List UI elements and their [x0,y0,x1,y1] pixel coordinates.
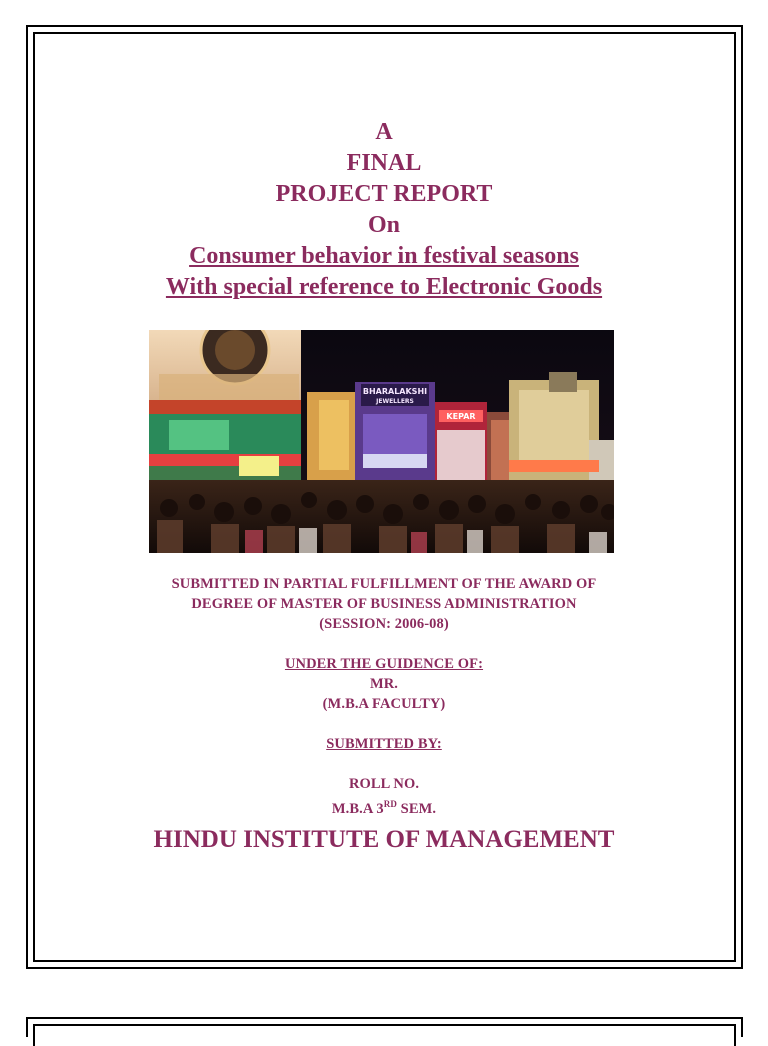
institute-name: HINDU INSTITUTE OF MANAGEMENT [153,826,615,853]
sign-bharalakshi: BHARALAKSHI [362,387,428,396]
sign-jewellers: JEWELLERS [376,398,414,405]
semester-superscript: RD [383,799,397,809]
submission-line-2: DEGREE OF MASTER OF BUSINESS ADMINISTRATION [191,596,577,612]
festival-crowd-photo [149,330,614,553]
semester-suffix: SEM. [396,800,437,817]
title-article: A [375,119,393,145]
submission-line-1: SUBMITTED IN PARTIAL FULFILLMENT OF THE AWARD OF [171,576,597,592]
guidance-heading: UNDER THE GUIDENCE OF: [284,656,484,672]
session-line: (SESSION: 2006-08) [319,616,449,632]
roll-number: ROLL NO. [348,776,420,792]
title-final: FINAL [346,150,422,176]
guide-name: MR. [369,676,399,692]
title-on: On [367,212,400,238]
title-block [0,117,768,303]
subject-line-2: With special reference to Electronic Goods [165,274,603,300]
subject-line-1: Consumer behavior in festival seasons [189,243,579,269]
next-page-border [26,1017,743,1037]
semester-prefix: M.B.A 3 [331,800,384,817]
guide-role: (M.B.A FACULTY) [322,696,446,712]
sign-kepar: KEPAR [446,412,476,421]
title-project-report: PROJECT REPORT [275,181,493,207]
submitted-by-heading: SUBMITTED BY: [326,736,442,752]
semester-line [0,794,768,819]
next-page-border-inner [33,1024,736,1046]
submission-block [0,574,768,819]
